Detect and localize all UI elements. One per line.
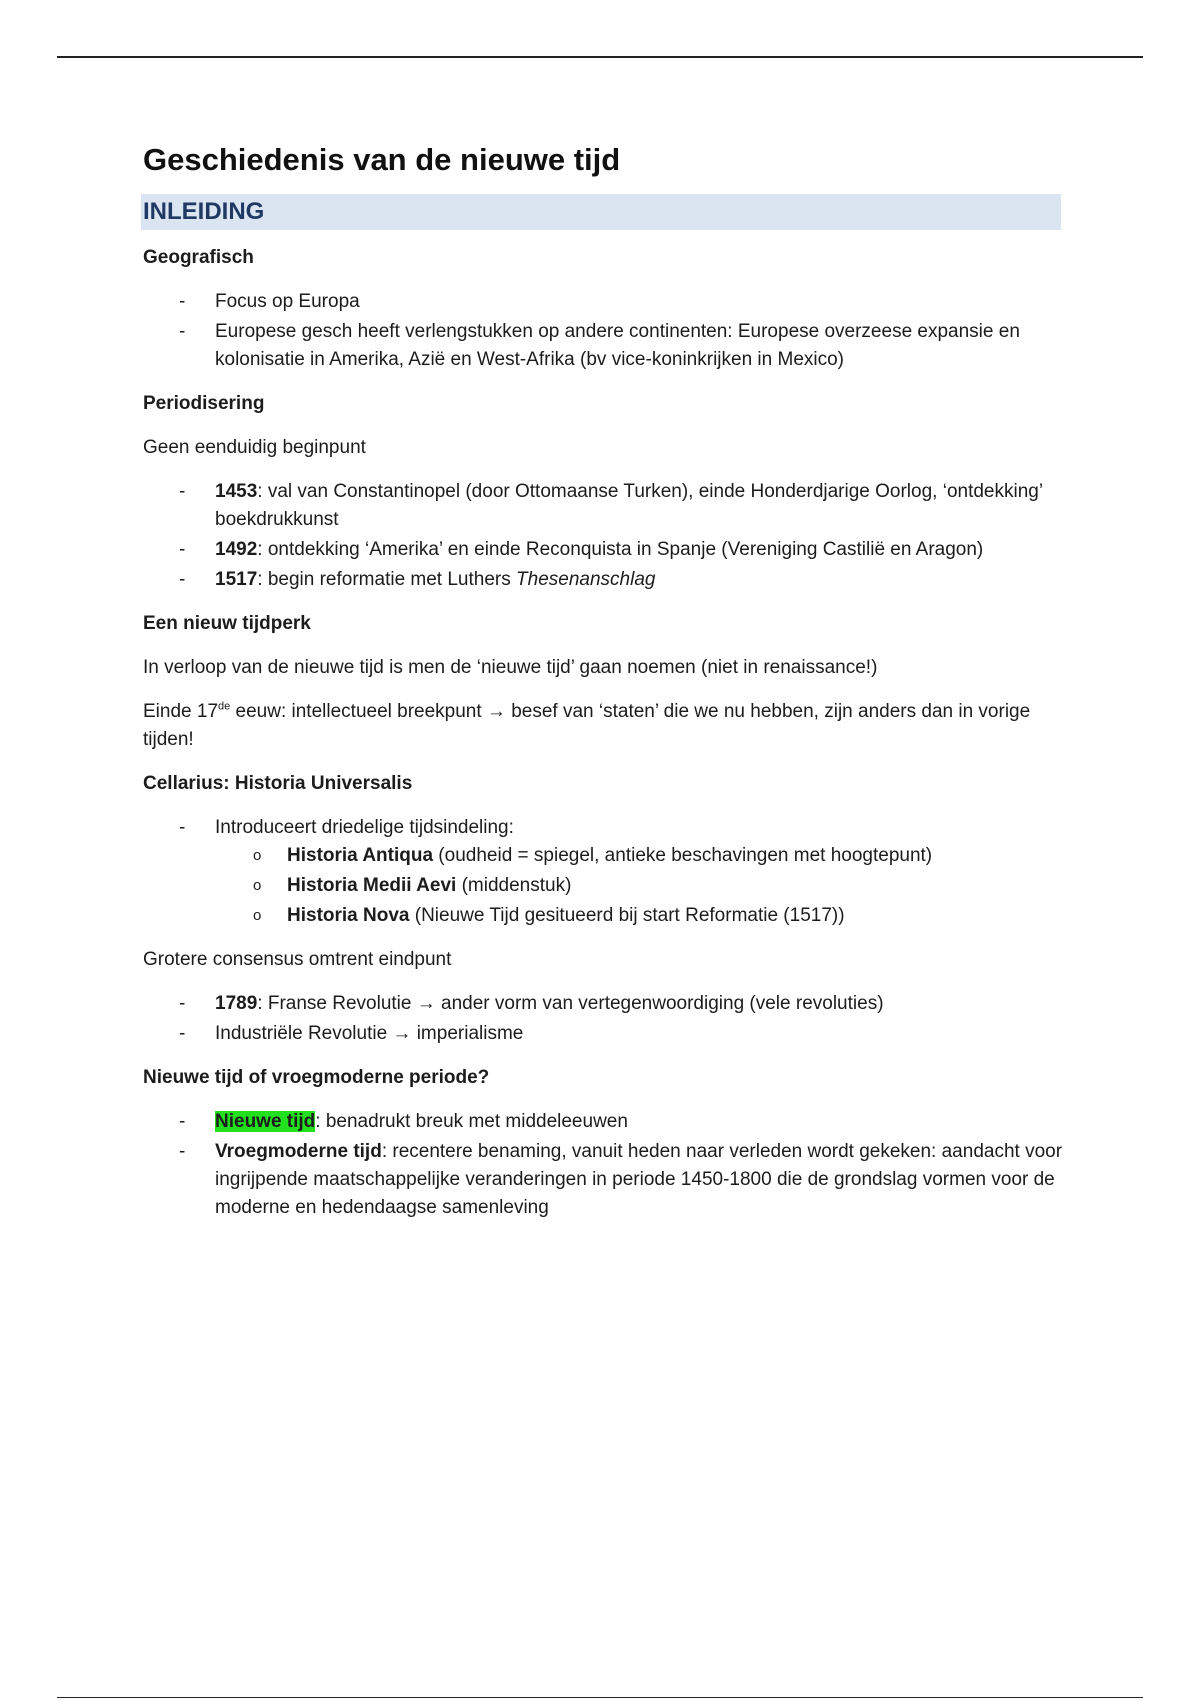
list-item: - Focus op Europa — [143, 288, 1063, 316]
list-item — [143, 814, 1063, 930]
list-item — [143, 990, 1063, 1018]
paragraph: In verloop van de nieuwe tijd is men de ‘nieuwe tijd’ gaan noemen (niet in renaissance!) — [143, 657, 878, 678]
subheading-nieuw-tijdperk: Een nieuw tijdperk — [143, 613, 311, 634]
bottom-rule — [57, 1697, 1143, 1698]
list-item — [143, 536, 1063, 564]
list-item-text: : val van Constantinopel (door Ottomaanse Turken), einde Honderdjarige Oorlog, ‘ontdekking’ boekdrukkunst — [215, 481, 1043, 530]
paragraph: Geen eenduidig beginpunt — [143, 437, 366, 458]
text-run: eeuw: intellectueel breekpunt → besef van ‘staten’ die we nu hebben, zijn anders dan in vorige tijden! — [143, 701, 1031, 750]
sublist — [215, 842, 1063, 930]
paragraph — [143, 698, 1063, 754]
naming-list — [143, 1108, 1063, 1222]
period-list — [143, 478, 1063, 594]
term-text: (Nieuwe Tijd gesitueerd bij start Reformatie (1517)) — [409, 905, 845, 926]
superscript: de — [218, 700, 231, 713]
subheading-periodisering: Periodisering — [143, 393, 265, 414]
list-item-text: : recentere benaming, vanuit heden naar verleden wordt gekeken: aandacht voor ingrijpende maatschappelijke veranderingen in periode 1450-1800 die de grondslag vormen voor de moderne en hedendaagse samenleving — [215, 1141, 1063, 1218]
highlighted-term: Nieuwe tijd — [215, 1111, 316, 1132]
year-label: 1789 — [215, 993, 258, 1014]
list-item-text: : benadrukt breuk met middeleeuwen — [315, 1111, 628, 1132]
year-label: 1492 — [215, 539, 258, 560]
list-item: - Europese gesch heeft verlengstukken op andere continenten: Europese overzeese expansie en kolonisatie in Amerika, Azië en West-Afrika (bv vice-koninkrijken in Mexico) — [143, 318, 1063, 374]
geo-list — [143, 288, 1063, 374]
list-item — [143, 478, 1063, 534]
section-heading: INLEIDING — [141, 194, 1061, 230]
list-item — [143, 1138, 1063, 1222]
paragraph: Grotere consensus omtrent eindpunt — [143, 949, 452, 970]
text-run: Einde 17 — [143, 701, 219, 722]
term-text: (middenstuk) — [456, 875, 572, 896]
sublist-item — [215, 872, 1063, 900]
subheading-naming: Nieuwe tijd of vroegmoderne periode? — [143, 1067, 490, 1088]
list-item — [143, 1108, 1063, 1136]
term: Historia Medii Aevi — [287, 875, 457, 896]
end-list — [143, 990, 1063, 1048]
list-item — [143, 566, 1063, 594]
year-label: 1517 — [215, 569, 258, 590]
term: Historia Antiqua — [287, 845, 434, 866]
sublist-item — [215, 842, 1063, 870]
list-item-text: Introduceert driedelige tijdsindeling: — [215, 817, 514, 838]
list-item-text: : Franse Revolutie → ander vorm van vertegenwoordiging (vele revoluties) — [257, 993, 884, 1014]
sublist-item — [215, 902, 1063, 930]
list-item-text: : ontdekking ‘Amerika’ en einde Reconquista in Spanje (Vereniging Castilië en Aragon) — [257, 539, 984, 560]
list-item-text: : begin reformatie met Luthers — [257, 569, 517, 590]
top-rule — [57, 56, 1143, 58]
italic-term: Thesenanschlag — [516, 569, 656, 590]
subheading-cellarius: Cellarius: Historia Universalis — [143, 773, 413, 794]
year-label: 1453 — [215, 481, 258, 502]
term: Vroegmoderne tijd — [215, 1141, 382, 1162]
list-item: - Industriële Revolutie → imperialisme — [143, 1020, 1063, 1048]
document-body — [143, 140, 1063, 1238]
term: Historia Nova — [287, 905, 410, 926]
subheading-geografisch: Geografisch — [143, 247, 254, 268]
page-title: Geschiedenis van de nieuwe tijd — [143, 142, 621, 177]
term-text: (oudheid = spiegel, antieke beschavingen met hoogtepunt) — [433, 845, 933, 866]
cellarius-list — [143, 814, 1063, 930]
